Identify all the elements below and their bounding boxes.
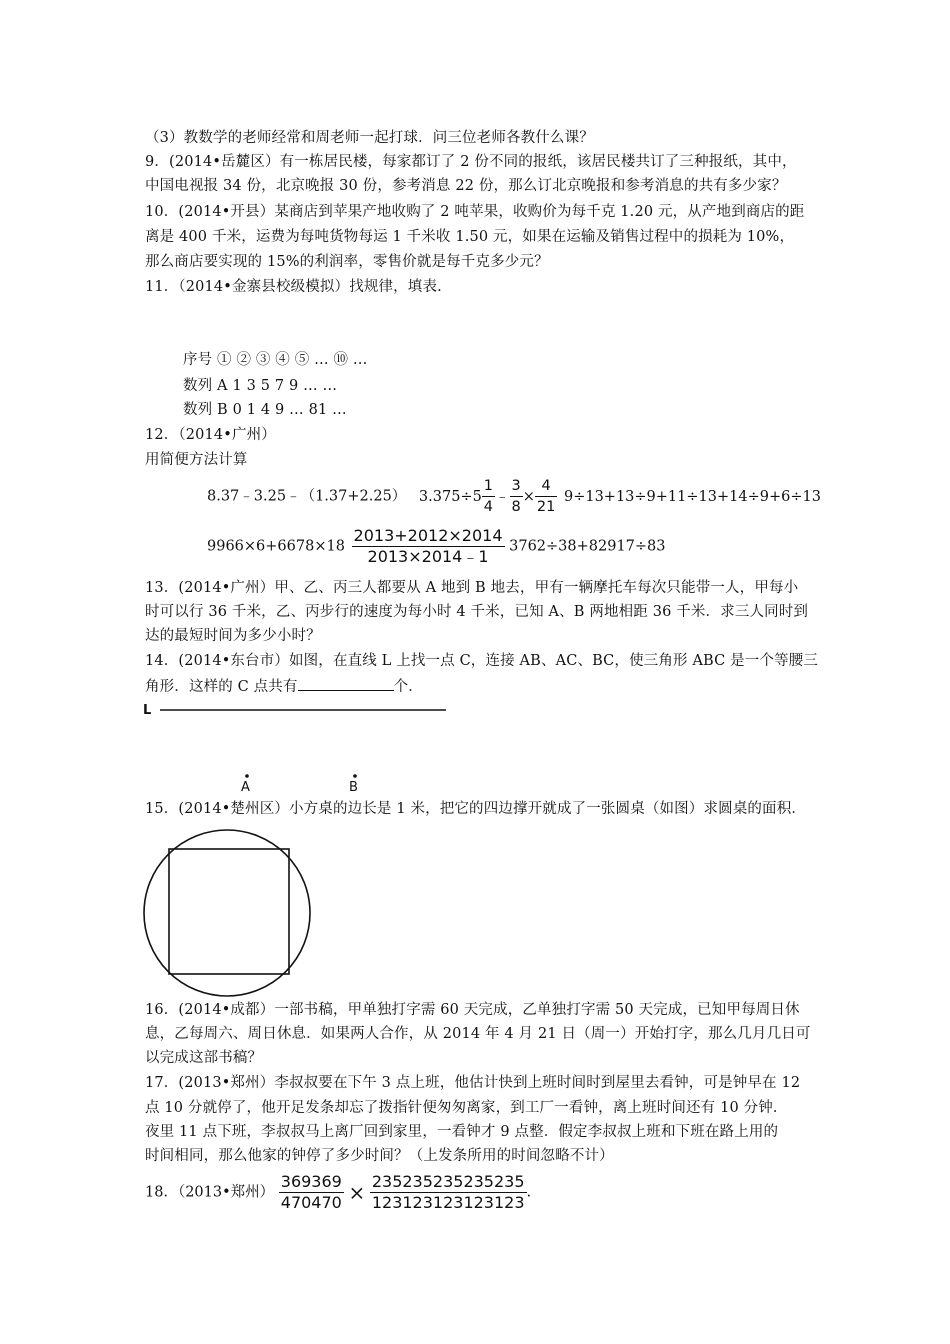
q17-line4: 时间相同，那么他家的钟停了多少时间？（上发条所用的时间忽略不计） — [145, 1148, 614, 1164]
q14-line2-prefix: 角形．这样的 C 点共有 — [145, 679, 298, 695]
q16-line2: 息，乙每周六、周日休息．如果两人合作，从 2014 年 4 月 21 日（周一）开始打字，那么几月几日可 — [145, 1026, 811, 1042]
q11-row-seq-b: 数列 B 0 1 4 9 … 81 … — [183, 402, 347, 418]
q14-line2 — [145, 676, 423, 697]
q18-frac2: $\frac{235235235235235}{123123123123123}$ — [371, 1172, 525, 1212]
q12-title: 12．（2014•广州） — [145, 427, 276, 443]
label-l: L — [143, 703, 152, 718]
q17-line3: 夜里 11 点下班，李叔叔马上离厂回到家里，一看钟才 9 点整．假定李叔叔上班和下班在路上用的 — [145, 1124, 779, 1140]
q14-line2-suffix: 个． — [393, 679, 423, 695]
q18-frac1: $\frac{369369}{470470}$ — [280, 1172, 342, 1212]
q12-expr2-prefix: 3.375÷5 — [418, 488, 482, 505]
q12-expr4: 9966×6+6678×18 — [207, 538, 345, 555]
q14-line1: 14．(2014•东台市）如图，在直线 L 上找一点 C，连接 AB、AC、BC，使三角形 ABC 是一个等腰三 — [145, 653, 819, 669]
q9-line2: 中国电视报 34 份，北京晚报 30 份，参考消息 22 份，那么订北京晚报和参考消息的共有多少家？ — [145, 178, 787, 194]
point-a-dot — [245, 774, 249, 778]
q12-expressions-row2 — [207, 526, 666, 567]
q16-line1: 16．(2014•成都）一部书稿，甲单独打字需 60 天完成，乙单独打字需 50 天完成，已知甲每周日休 — [145, 1002, 800, 1018]
q14-figure — [140, 700, 460, 804]
label-a: A — [241, 780, 250, 795]
q18-expression — [145, 1172, 531, 1213]
q8-part3: （3）教数学的老师经常和周老师一起打球．问三位老师各教什么课？ — [145, 130, 594, 146]
q18-times: × — [348, 1180, 366, 1205]
q11-row-seq-a: 数列 A 1 3 5 7 9 … … — [183, 378, 338, 394]
q12-expr2: 3.375÷5 $\frac{1}{4}$ ﹣ $\frac{3}{8}$ × $\frac{4}{21}$ — [418, 478, 556, 515]
q11-title: 11．（2014•金寨县校级模拟）找规律，填表. — [145, 279, 442, 295]
q12-expr3: 9÷13+13÷9+11÷13+14÷9+6÷13 — [563, 488, 821, 505]
q10-line2: 离是 400 千米，运费为每吨货物每运 1 千米收 1.50 元，如果在运输及销售过程中的损耗为 10%， — [145, 229, 795, 245]
q12-expr2-frac3: $\frac{4}{21}$ — [536, 478, 556, 515]
q12-expr2-frac2: $\frac{3}{8}$ — [511, 478, 521, 515]
q10-line1: 10．(2014•开县）某商店到苹果产地收购了 2 吨苹果，收购价为每千克 1.20 元，从产地到商店的距 — [145, 204, 805, 220]
q18-suffix: . — [526, 1184, 532, 1201]
q12-expr2-frac1: $\frac{1}{4}$ — [483, 478, 494, 515]
label-b: B — [349, 780, 358, 795]
q15-line1: 15．(2014•楚州区）小方桌的边长是 1 米，把它的四边撑开就成了一张圆桌（如图）求圆桌的面积． — [145, 801, 807, 817]
q12-expr1: 8.37﹣3.25﹣（1.37+2.25） — [207, 488, 407, 505]
q12-expr5: $\frac{2013+2012\times 2014}{2013\times 2014﹣1}$ — [353, 526, 503, 566]
q12-instruction: 用简便方法计算 — [145, 452, 248, 468]
q13-line2: 时可以行 36 千米，乙、丙步行的速度为每小时 4 千米，已知 A、B 两地相距 36 千米．求三人同时到 — [145, 604, 809, 620]
q17-line2: 点 10 分就停了，他开足发条却忘了拨指针便匆匆离家，到工厂一看钟，离上班时间还有 10 分钟． — [145, 1100, 788, 1116]
q14-figure-svg — [140, 700, 460, 800]
q13-line1: 13．(2014•广州）甲、乙、丙三人都要从 A 地到 B 地去，甲有一辆摩托车每次只能带一人，甲每小 — [145, 580, 799, 596]
q15-figure-svg — [142, 828, 312, 998]
q15-figure — [142, 828, 312, 1002]
q9-line1: 9．(2014•岳麓区）有一栋居民楼，每家都订了 2 份不同的报纸，该居民楼共订了三种报纸，其中， — [145, 154, 797, 170]
q16-line3: 以完成这部书稿？ — [145, 1050, 263, 1066]
q10-line3: 那么商店要实现的 15%的利润率，零售价就是每千克多少元？ — [145, 254, 549, 270]
point-b-dot — [353, 774, 357, 778]
q17-line1: 17．(2013•郑州）李叔叔要在下午 3 点上班，他估计快到上班时间时到屋里去看钟，可是钟早在 12 — [145, 1075, 801, 1091]
q11-row-index: 序号 ① ② ③ ④ ⑤ … ⑩ … — [183, 352, 368, 368]
square-table — [169, 849, 289, 974]
q12-expressions-row1 — [207, 476, 821, 517]
q18-prefix: 18．（2013•郑州） — [145, 1184, 275, 1201]
q13-line3: 达的最短时间为多少小时？ — [145, 628, 321, 644]
answer-blank[interactable] — [298, 676, 394, 691]
q12-expr6: 3762÷38+82917÷83 — [509, 538, 666, 555]
